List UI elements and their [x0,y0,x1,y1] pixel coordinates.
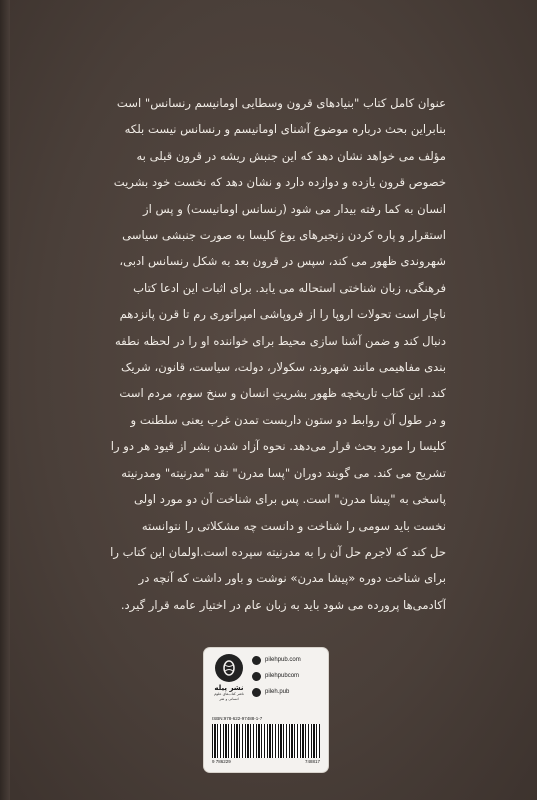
blurb-line: حل کند که لاجرم حل آن را به مدرنیته سپرده است.اولمان این کتاب را [110,544,446,559]
blurb-line: خصوص قرون یازده و دوازده دارد و نشان دهد که نخست خود بشریت [113,175,446,190]
blurb-line: برای شناخت دوره «پیشا مدرن» نوشت و باور داشت که آنچه در [138,571,446,586]
blurb-text [94,90,446,618]
barcode-left-digits: 9 786229 [212,759,231,764]
blurb-line: عنوان کامل کتاب "بنیادهای قرون وسطایی اومانیسم رنسانس" است [116,96,446,110]
social-web [252,654,324,666]
blurb-line: مؤلف می خواهد نشان دهد که این جنبش ریشه در قرون قبلی به [136,148,446,163]
publisher-logo [210,654,248,706]
barcode [212,724,320,758]
blurb-line: ناچار است تحولات اروپا را از فروپاشی امپراتوری رم تا قرن پانزدهم [119,307,446,322]
blurb-line: تشریح می کند. می گویند دوران "پسا مدرن" نقد "مدرنیته" ومدرنیته [121,465,446,480]
blurb-line: فرهنگی، زبان شناختی استحاله می یابد. برای اثبات این ادعا کتاب [133,280,446,295]
isbn-text: ISBN:978-622-97488-1-7 [212,716,263,721]
blurb-line: انسان به کما رفته بیدار می شود (رنسانس اومانیست) و پس از [143,201,446,216]
telegram-icon [252,688,261,697]
telegram-handle: pileh.pub [265,689,290,695]
blurb-line: استقرار و پاره کردن زنجیرهای یوغ کلیسا به صورت جنبشی سیاسی [122,228,446,243]
publisher-tagline: ناشر کتاب‌های علوم انسانی و هنر [214,692,244,701]
blurb-line: دنبال کند و ضمن آشنا سازی محیط برای خواننده او را در لحظه نطفه [114,333,446,348]
web-address: pilehpub.com [265,657,301,663]
globe-icon [252,656,261,665]
blurb-line: نخست باید سومی را شناخت و دانست چه مشکلاتی را نتوانسته [141,518,446,533]
barcode-numbers [212,759,320,764]
publisher-name: نشر پیله [214,684,244,692]
blurb-line: شهروندی ظهور می کند، سپس در قرون بعد به شکل رنسانس ادبی، [119,254,446,269]
blurb-line: کند. این کتاب تاریخچه ظهور بشریتِ انسان و سنخ سوم، مردم است [119,386,446,401]
instagram-handle: pilehpubcom [265,673,300,679]
blurb-line: بنابراین بحث درباره موضوع آشنای اومانیسم و رنسانس نیست بلکه [124,122,446,137]
blurb-line: کلیسا را مورد بحث قرار می‌دهد. نحوه آزاد شدن بشر از قیود هر دو را [110,439,446,454]
publisher-label [204,648,328,772]
blurb-line: آکادمی‌ها پرورده می شود باید به زبان عام در اختیار عامه قرار گیرد. [120,597,446,612]
social-instagram [252,670,324,682]
instagram-icon [252,672,261,681]
blurb-line: پاسخی به "پیشا مدرن" است. پس برای شناخت آن دو مورد اولی [134,492,446,507]
blurb-line: و در طول آن روابط دو ستون داربست تمدن غرب یعنی سلطنت و [130,412,446,427]
cocoon-logo-icon [215,654,243,682]
barcode-right-digits: 748817 [304,759,320,764]
social-telegram [252,686,324,698]
spine-edge [0,0,10,800]
blurb-line: بندی مفاهیمی مانند شهروند، سکولار، دولت، سیاست، قانون، شریک [121,360,446,375]
